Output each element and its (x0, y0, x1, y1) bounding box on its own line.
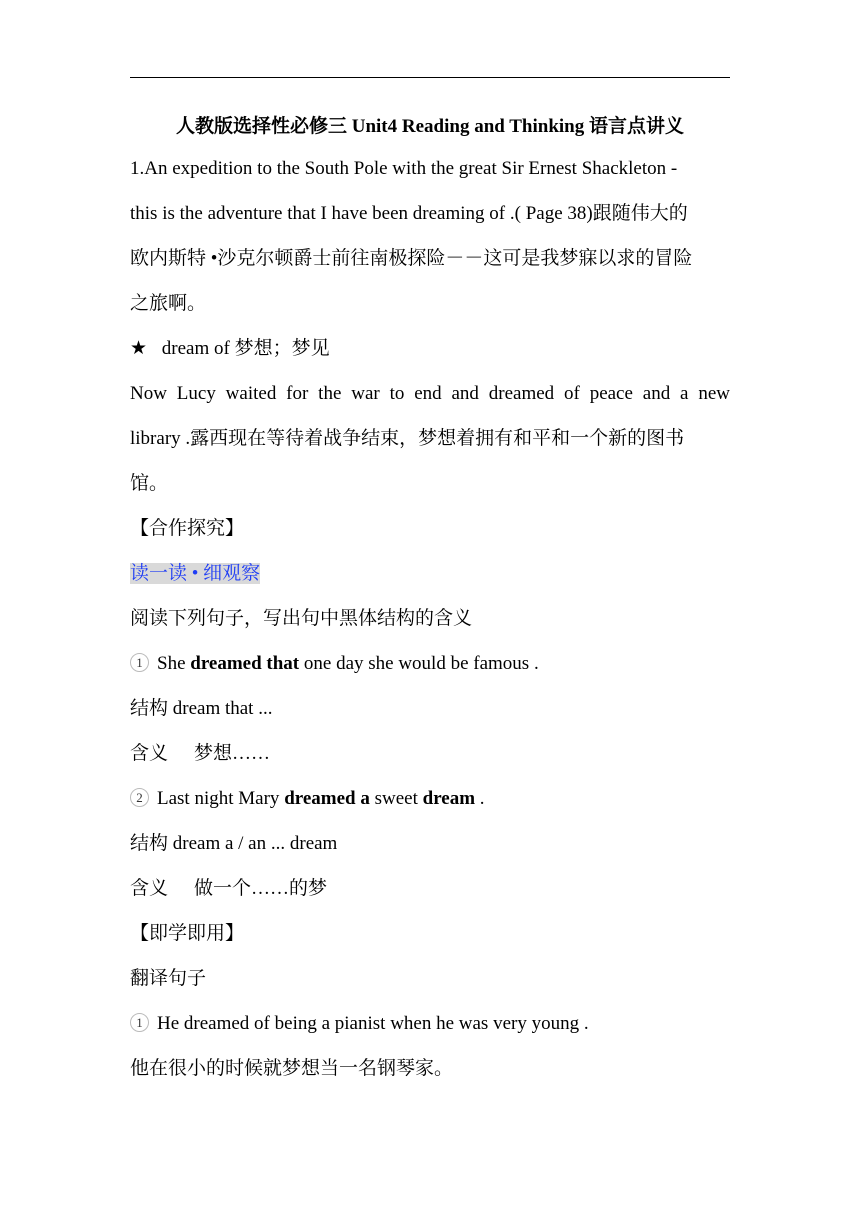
example-line-3: 馆。 (130, 473, 169, 494)
ex2-meaning (130, 866, 730, 911)
read-observe-link[interactable]: 读一读 • 细观察 (130, 563, 261, 584)
example-sentence-2 (130, 776, 730, 821)
example-sentence-1 (130, 641, 730, 686)
ex1-meaning-text: 梦想…… (194, 743, 271, 764)
document-body (130, 114, 730, 1091)
ex2-bold-1: dreamed a (284, 788, 370, 809)
ex2-text-c: sweet (369, 788, 423, 809)
item-1-line-2: this is the adventure that I have been dreaming of .( Page 38)跟随伟大的 (130, 203, 688, 224)
translation-answer-1: 他在很小的时候就梦想当一名钢琴家。 (130, 1058, 454, 1079)
ex2-text-e: . (475, 788, 485, 809)
key-point-text: dream of 梦想；梦见 (161, 338, 330, 359)
read-observe-row (130, 551, 730, 596)
ex2-bold-2: dream (422, 788, 476, 809)
circled-number-1: 1 (130, 653, 149, 672)
ex1-structure: 结构 dream that ... (130, 698, 273, 719)
circled-number-2: 2 (130, 788, 149, 807)
ex2-meaning-label: 含义 (130, 878, 169, 899)
example-line-2: library .露西现在等待着战争结束，梦想着拥有和平和一个新的图书 (130, 428, 685, 449)
item-1-line-4: 之旅啊。 (130, 293, 207, 314)
tr1-text: He dreamed of being a pianist when he was very young . (157, 1013, 589, 1034)
ex2-text-a: Last night Mary (157, 788, 285, 809)
section-heading-practice: 【即学即用】 (130, 923, 245, 944)
ex1-meaning (130, 731, 730, 776)
header-rule (130, 77, 730, 78)
document-title: 人教版选择性必修三 Unit4 Reading and Thinking 语言点讲义 (175, 116, 684, 137)
ex2-structure: 结构 dream a / an ... dream (130, 833, 338, 854)
example-paragraph (130, 371, 730, 506)
section-heading-cooperative: 【合作探究】 (130, 518, 245, 539)
item-1-line-1: 1.An expedition to the South Pole with the great Sir Ernest Shackleton - (130, 158, 678, 179)
key-point (130, 326, 730, 371)
ex1-text-a: She (157, 653, 191, 674)
example-line-1: Now Lucy waited for the war to end and dreamed of peace and a new (130, 383, 730, 404)
ex1-meaning-label: 含义 (130, 743, 169, 764)
item-1-paragraph (130, 146, 730, 326)
star-icon: ★ (130, 338, 148, 359)
instruction-1: 阅读下列句子，写出句中黑体结构的含义 (130, 608, 473, 629)
item-1-line-3: 欧内斯特 •沙克尔顿爵士前往南极探险－－这可是我梦寐以求的冒险 (130, 248, 693, 269)
circled-number-1b: 1 (130, 1013, 149, 1032)
ex1-text-c: one day she would be famous . (299, 653, 539, 674)
ex2-meaning-text: 做一个……的梦 (194, 878, 328, 899)
ex1-bold: dreamed that (190, 653, 300, 674)
instruction-2: 翻译句子 (130, 968, 207, 989)
translation-sentence-1 (130, 1001, 730, 1046)
